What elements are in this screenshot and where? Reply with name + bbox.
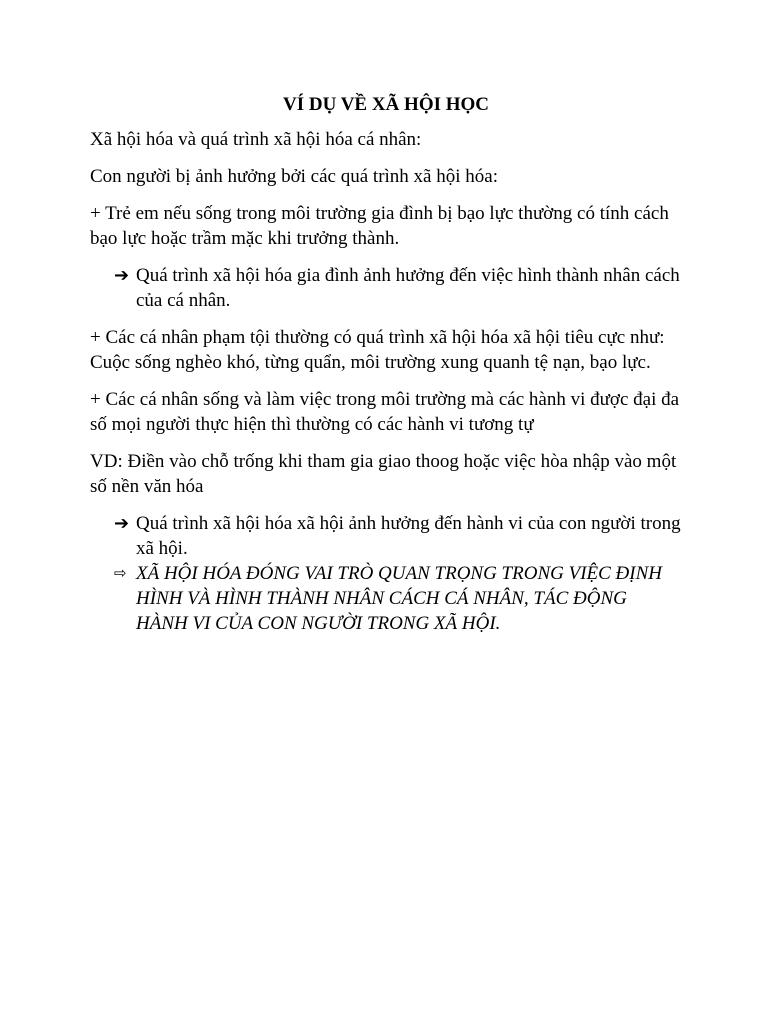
bullet-conclusion [90,561,682,636]
arrow-right-outline-icon: ⇨ [114,564,127,582]
paragraph-influence: Con người bị ảnh hưởng bởi các quá trình xã hội hóa: [90,166,498,187]
bullet-family-socialization [90,263,682,313]
bullet-social-socialization [90,511,682,561]
paragraph-socialization-intro: Xã hội hóa và quá trình xã hội hóa cá nhân: [90,129,422,150]
paragraph-children-violence: + Trẻ em nếu sống trong môi trường gia đình bị bạo lực thường có tính cách bạo lực hoặc trầm mặc khi trưởng thành. [90,203,669,249]
paragraph-criminals: + Các cá nhân phạm tội thường có quá trình xã hội hóa xã hội tiêu cực như: Cuộc sống nghèo khó, từng quẩn, môi trường xung quanh tệ nạn, bạo lực. [90,327,665,373]
bullet-text: Quá trình xã hội hóa gia đình ảnh hưởng đến việc hình thành nhân cách của cá nhân. [136,265,680,311]
document-body [90,92,682,636]
document-title: VÍ DỤ VỀ XÃ HỘI HỌC [282,94,490,115]
paragraph-similar-behavior: + Các cá nhân sống và làm việc trong môi trường mà các hành vi được đại đa số mọi người thực hiện thì thường có các hành vi tương tự [90,389,680,435]
bullet-text: XÃ HỘI HÓA ĐÓNG VAI TRÒ QUAN TRỌNG TRONG VIỆC ĐỊNH HÌNH VÀ HÌNH THÀNH NHÂN CÁCH CÁ NHÂN, TÁC ĐỘNG HÀNH VI CỦA CON NGƯỜI TRONG XÃ HỘI. [136,563,662,634]
arrow-right-bold-icon: ➔ [114,265,130,286]
paragraph-example: VD: Điền vào chỗ trống khi tham gia giao thoog hoặc việc hòa nhập vào một số nền văn hóa [90,451,677,497]
arrow-right-bold-icon: ➔ [114,513,130,534]
bullet-text: Quá trình xã hội hóa xã hội ảnh hưởng đến hành vi của con người trong xã hội. [136,513,681,559]
